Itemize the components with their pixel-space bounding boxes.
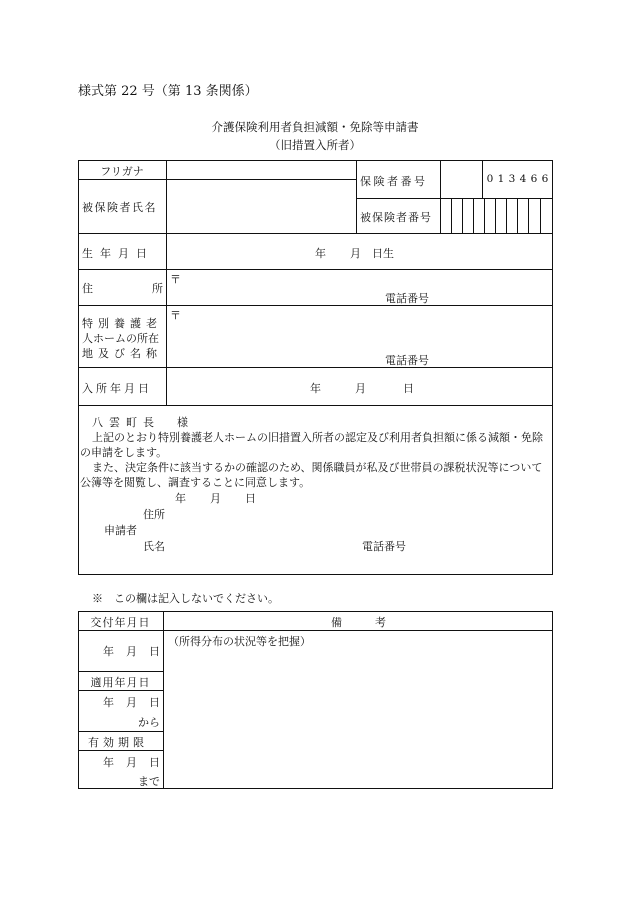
consent-text: また、決定条件に該当するかの確認のため、関係職員が私及び世帯員の課税状況等について公簿等を閲覧し、調査することに同意します。 — [80, 461, 543, 489]
number-column-divider — [356, 160, 357, 233]
digit-cell-divider — [528, 198, 529, 233]
insurer-number-divider — [356, 198, 553, 199]
birth-year-unit: 年 — [315, 247, 326, 260]
digit-cell-divider — [462, 198, 463, 233]
postal-mark: 〒 — [170, 273, 181, 286]
valid-day-unit: 日 — [149, 756, 160, 769]
addressee: 八雲町長 様 — [92, 416, 194, 429]
facility-label: 地及び名称 — [82, 347, 162, 360]
issue-day-unit: 日 — [149, 645, 160, 658]
row-divider — [78, 367, 553, 368]
digit-cell-divider — [484, 198, 485, 233]
valid-year-unit: 年 — [103, 756, 114, 769]
digit-cell-divider — [540, 198, 541, 233]
applicant-label: 申請者 — [104, 524, 137, 537]
row-divider — [78, 305, 553, 306]
remarks-label: 備 考 — [331, 616, 386, 629]
office-use-note: ※ この欄は記入しないでください。 — [92, 592, 279, 605]
declaration-day-unit: 日 — [245, 492, 256, 505]
phone-label: 電話番号 — [385, 292, 429, 305]
furigana-field[interactable] — [167, 180, 355, 232]
office-row-divider — [78, 690, 163, 691]
facility-label: 人ホームの所在 — [82, 332, 159, 345]
row-divider — [78, 269, 553, 270]
birth-month-unit: 月 — [350, 247, 361, 260]
digit-cell-divider — [473, 198, 474, 233]
insured-name-label: 被保険者氏名 — [82, 201, 157, 214]
number-value-divider — [440, 160, 441, 233]
apply-from-text: から — [138, 716, 160, 729]
apply-year-unit: 年 — [103, 696, 114, 709]
postal-mark: 〒 — [170, 309, 181, 322]
declaration-text: 上記のとおり特別養護老人ホームの旧措置入所者の認定及び利用者負担額に係る減額・免除の申請をします。 — [80, 431, 543, 459]
issue-year-unit: 年 — [103, 645, 114, 658]
apply-month-unit: 月 — [126, 696, 137, 709]
applicant-phone-label: 電話番号 — [362, 540, 406, 553]
remarks-text: （所得分布の状況等を把握） — [168, 635, 311, 648]
digit-cell-divider — [506, 198, 507, 233]
apply-day-unit: 日 — [149, 696, 160, 709]
office-row-divider — [78, 731, 163, 732]
birth-date-label: 生年月日 — [82, 247, 154, 260]
address-label: 所 — [152, 282, 163, 295]
row-divider — [78, 405, 553, 406]
valid-until-text: まで — [138, 775, 160, 788]
address-label: 住 — [82, 282, 93, 295]
digit-cell-divider — [451, 198, 452, 233]
insurer-digits-divider — [482, 160, 483, 198]
form-subtitle: （旧措置入所者） — [269, 138, 361, 152]
issue-month-unit: 月 — [126, 645, 137, 658]
insured-number-label: 被保険者番号 — [360, 211, 432, 224]
valid-month-unit: 月 — [126, 756, 137, 769]
office-header-divider — [78, 630, 553, 631]
insurer-digit: 6 — [541, 173, 549, 185]
applicant-address-label: 住所 — [143, 508, 165, 521]
office-column-divider — [163, 611, 164, 789]
furigana-label: フリガナ — [100, 165, 144, 178]
validity-label: 有効期限 — [88, 736, 148, 749]
row-divider — [78, 233, 553, 234]
insurer-digit: 0 — [486, 173, 494, 185]
applicant-name-label: 氏名 — [143, 540, 165, 553]
admission-day-unit: 日 — [403, 382, 414, 395]
insurer-digit: 1 — [497, 173, 505, 185]
declaration-month-unit: 月 — [210, 492, 221, 505]
form-number: 様式第 22 号（第 13 条関係） — [78, 84, 258, 99]
insurer-number-label: 保険者番号 — [360, 175, 428, 188]
insurer-digit: 4 — [519, 173, 527, 185]
office-row-divider — [78, 671, 163, 672]
digit-cell-divider — [495, 198, 496, 233]
form-title: 介護保険利用者負担減額・免除等申請書 — [211, 120, 419, 134]
issue-date-label: 交付年月日 — [90, 616, 151, 629]
insurer-digit: 3 — [508, 173, 516, 185]
facility-label: 特別養護老 — [82, 317, 162, 330]
admission-year-unit: 年 — [310, 382, 321, 395]
facility-phone-label: 電話番号 — [385, 354, 429, 367]
admission-date-label: 入所年月日 — [82, 382, 152, 395]
declaration-year-unit: 年 — [175, 492, 186, 505]
digit-cell-divider — [517, 198, 518, 233]
birth-day-unit: 日生 — [372, 247, 394, 260]
office-row-divider — [78, 750, 163, 751]
admission-month-unit: 月 — [355, 382, 366, 395]
apply-date-label: 適用年月日 — [90, 676, 151, 689]
insurer-digit: 6 — [530, 173, 538, 185]
